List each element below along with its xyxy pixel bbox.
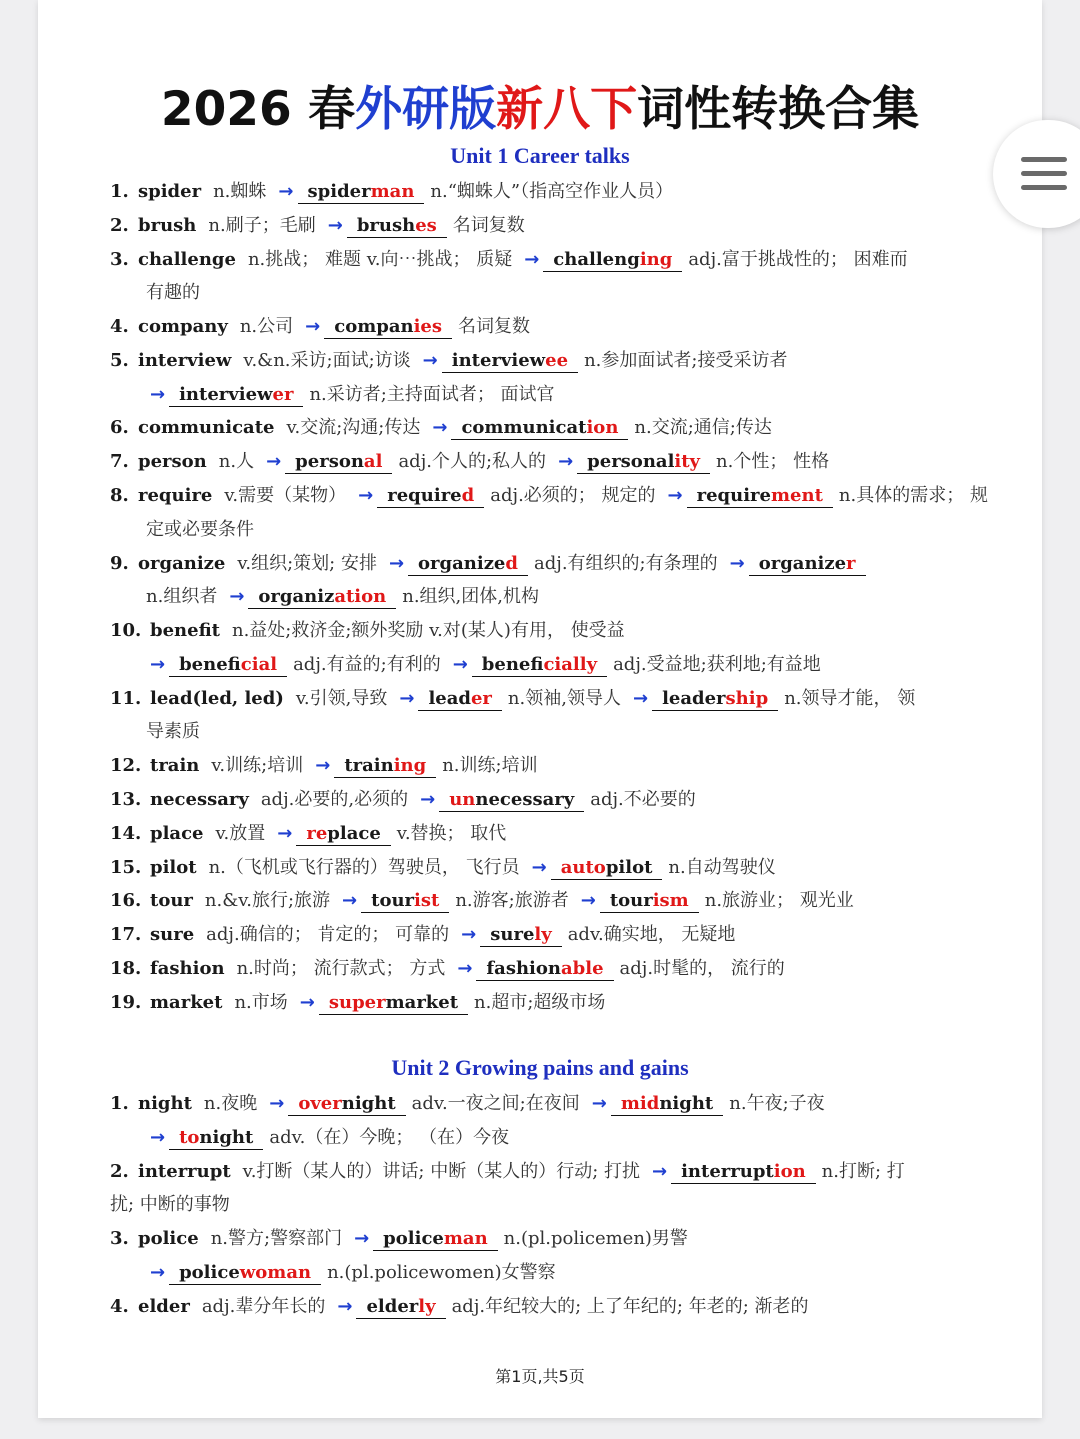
- list-item: [146, 719, 200, 745]
- answer-stem: train: [344, 755, 394, 777]
- answer-suffix: ion: [586, 417, 619, 439]
- meaning-text: 名词复数: [452, 214, 525, 236]
- title-part-2: 外研版: [355, 82, 497, 137]
- answer-blank: [687, 485, 833, 508]
- answer-blank: [288, 1093, 405, 1116]
- answer-stem: night: [341, 1093, 396, 1114]
- answer-stem: person: [295, 451, 364, 473]
- title-part-1: 2026 春: [160, 82, 356, 137]
- answer-blank: [408, 553, 528, 576]
- answer-suffix: woman: [239, 1261, 312, 1283]
- right-arrow-icon: →: [337, 1295, 353, 1317]
- head-word: benefit: [150, 620, 220, 642]
- meaning-text: n.(pl.policemen)男警: [503, 1228, 688, 1249]
- list-item: [110, 888, 862, 914]
- right-arrow-icon: →: [388, 552, 405, 574]
- item-number: 3.: [110, 248, 129, 270]
- meaning-text: n.交流;通信;传达: [634, 417, 772, 439]
- meaning-text: adj.有组织的;有条理的: [533, 552, 718, 574]
- meaning-text: n.挑战； 难题 v.向⋯挑战； 质疑: [247, 248, 513, 270]
- meaning-text: n.打断; 打: [821, 1160, 905, 1182]
- meaning-text: n.市场: [234, 991, 288, 1013]
- answer-blank: [361, 890, 449, 913]
- meaning-text: n.组织,团体,机构: [402, 586, 539, 608]
- meaning-text: 名词复数: [458, 316, 531, 338]
- meaning-text: n.夜晚: [203, 1093, 258, 1114]
- answer-suffix: ee: [545, 349, 569, 371]
- answer-stem: place: [327, 822, 381, 844]
- head-word: lead(led, led): [150, 687, 284, 709]
- answer-blank: [442, 350, 578, 373]
- list-item: [110, 686, 923, 712]
- meaning-text: n.组织者: [146, 586, 218, 608]
- answer-suffix: ly: [534, 924, 552, 946]
- list-item: [110, 753, 546, 779]
- title-part-4: 词性转换合集: [637, 82, 920, 137]
- answer-stem: interrupt: [681, 1160, 774, 1182]
- answer-blank: [611, 1093, 723, 1116]
- right-arrow-icon: →: [420, 789, 436, 811]
- item-number: 12.: [110, 755, 142, 777]
- meaning-text: n.“蜘蛛人”（指高空作业人员）: [430, 181, 674, 202]
- meaning-text: n.&v.旅行;旅游: [204, 890, 331, 912]
- right-arrow-icon: →: [632, 687, 649, 709]
- answer-blank: [439, 789, 584, 812]
- answer-blank: [377, 485, 484, 508]
- list-item: [110, 1192, 230, 1218]
- right-arrow-icon: →: [358, 485, 374, 507]
- answer-stem: interview: [451, 349, 546, 371]
- meaning-text: adv.（在）今晚； （在）今夜: [269, 1126, 510, 1148]
- right-arrow-icon: →: [452, 653, 468, 675]
- meaning-text: v.交流;沟通;传达: [286, 417, 421, 439]
- head-word: police: [138, 1228, 199, 1249]
- right-arrow-icon: →: [269, 1093, 285, 1114]
- list-item: [110, 179, 681, 205]
- answer-stem: communicat: [461, 417, 587, 439]
- list-item: [110, 855, 784, 881]
- head-word: interrupt: [138, 1160, 231, 1182]
- meaning-text: n.个性； 性格: [716, 451, 830, 473]
- unit-1-heading: Unit 1 Career talks: [450, 143, 630, 168]
- document-page: [38, 0, 1042, 1418]
- item-number: 19.: [110, 991, 142, 1013]
- list-item: [110, 213, 533, 239]
- meaning-text: adj.个人的;私人的: [398, 451, 547, 473]
- answer-blank: [373, 1228, 497, 1251]
- answer-stem: organize: [758, 552, 847, 574]
- head-word: interview: [138, 349, 232, 371]
- item-number: 6.: [110, 417, 129, 439]
- right-arrow-icon: →: [315, 755, 331, 777]
- answer-suffix: ship: [725, 687, 769, 709]
- list-item: [110, 1091, 833, 1117]
- answer-stem: organize: [418, 552, 506, 574]
- list-item: [110, 1159, 913, 1185]
- item-number: 9.: [110, 552, 129, 574]
- answer-suffix: ing: [393, 755, 427, 777]
- answer-blank: [334, 755, 436, 778]
- item-number: 4.: [110, 316, 129, 338]
- right-arrow-icon: →: [399, 687, 415, 709]
- answer-prefix: un: [449, 789, 476, 811]
- answer-blank: [324, 316, 452, 339]
- right-arrow-icon: →: [266, 451, 282, 473]
- item-number: 16.: [110, 890, 142, 912]
- answer-blank: [296, 823, 390, 846]
- answer-prefix: mid: [620, 1093, 660, 1114]
- meaning-text: n.旅游业； 观光业: [704, 890, 854, 912]
- meaning-text: n.公司: [239, 316, 294, 338]
- page-title: [38, 72, 1042, 139]
- answer-suffix: ism: [652, 890, 689, 912]
- answer-suffix: es: [415, 214, 437, 236]
- answer-stem: fashion: [486, 957, 561, 979]
- answer-stem: benefi: [179, 653, 241, 675]
- answer-suffix: man: [443, 1228, 488, 1249]
- answer-prefix: super: [328, 991, 386, 1013]
- right-arrow-icon: →: [150, 1261, 166, 1283]
- answer-stem: police: [179, 1261, 240, 1283]
- meaning-text: n.采访者;主持面试者； 面试官: [309, 383, 555, 405]
- list-item: [146, 584, 547, 610]
- list-item: [110, 787, 704, 813]
- item-number: 8.: [110, 485, 129, 507]
- answer-prefix: re: [306, 822, 328, 844]
- right-arrow-icon: →: [524, 248, 540, 270]
- head-word: communicate: [138, 417, 275, 439]
- meaning-text: v.&n.采访;面试;访谈: [243, 349, 411, 371]
- item-number: 5.: [110, 349, 129, 371]
- item-number: 10.: [110, 620, 142, 642]
- answer-suffix: man: [370, 181, 415, 202]
- head-word: tour: [150, 890, 193, 912]
- meaning-text: n.具体的需求； 规: [838, 485, 988, 507]
- item-number: 2.: [110, 1160, 129, 1182]
- list-item: [146, 280, 200, 306]
- answer-suffix: able: [560, 957, 604, 979]
- item-number: 2.: [110, 214, 129, 236]
- list-item: [110, 551, 872, 577]
- continuation-text: 定或必要条件: [146, 518, 254, 540]
- meaning-text: n.人: [218, 451, 255, 473]
- meaning-text: v.引领,导致: [295, 687, 388, 709]
- answer-suffix: ation: [334, 586, 387, 608]
- answer-stem: brush: [356, 214, 416, 236]
- answer-prefix: to: [179, 1126, 200, 1148]
- meaning-text: v.组织;策划; 安排: [237, 552, 377, 574]
- list-item: [146, 382, 563, 408]
- item-number: 13.: [110, 789, 142, 811]
- answer-stem: pilot: [605, 856, 653, 878]
- right-arrow-icon: →: [558, 451, 574, 473]
- answer-blank: [356, 1296, 445, 1319]
- answer-suffix: er: [272, 383, 294, 405]
- item-number: 1.: [110, 181, 129, 202]
- answer-stem: compan: [334, 316, 414, 338]
- answer-stem: tour: [371, 890, 415, 912]
- meaning-text: v.训练;培训: [211, 755, 304, 777]
- answer-stem: lead: [428, 687, 471, 709]
- head-word: elder: [138, 1295, 190, 1317]
- right-arrow-icon: →: [591, 1093, 607, 1114]
- answer-stem: night: [199, 1126, 254, 1148]
- right-arrow-icon: →: [531, 856, 547, 878]
- answer-suffix: ies: [413, 316, 443, 338]
- answer-suffix: al: [363, 451, 383, 473]
- item-number: 15.: [110, 856, 142, 878]
- list-item: [110, 618, 633, 644]
- right-arrow-icon: →: [432, 417, 448, 439]
- head-word: fashion: [150, 957, 225, 979]
- list-item: [110, 415, 780, 441]
- head-word: brush: [138, 214, 197, 236]
- right-arrow-icon: →: [422, 349, 438, 371]
- head-word: require: [138, 485, 213, 507]
- answer-stem: benefi: [481, 653, 544, 675]
- right-arrow-icon: →: [457, 957, 473, 979]
- list-item: [110, 314, 538, 340]
- answer-suffix: cially: [543, 653, 598, 675]
- page-number: 第1页,共5页: [495, 1367, 585, 1386]
- answer-blank: [248, 586, 396, 609]
- head-word: night: [138, 1093, 192, 1114]
- answer-blank: [551, 857, 663, 880]
- answer-blank: [319, 992, 468, 1015]
- list-item: [110, 1294, 817, 1320]
- unit-2-heading: Unit 2 Growing pains and gains: [391, 1055, 689, 1080]
- right-arrow-icon: →: [327, 214, 343, 236]
- meaning-text: n.训练;培训: [442, 755, 538, 777]
- meaning-text: n.游客;旅游者: [455, 890, 569, 912]
- answer-stem: necessary: [475, 789, 575, 811]
- list-item: [110, 990, 613, 1016]
- list-item: [110, 348, 795, 374]
- answer-blank: [577, 451, 710, 474]
- meaning-text: n.警方;警察部门: [210, 1228, 343, 1249]
- list-item: [110, 449, 837, 475]
- item-number: 14.: [110, 822, 142, 844]
- answer-blank: [543, 249, 682, 272]
- answer-stem: challeng: [553, 248, 640, 270]
- answer-suffix: er: [470, 687, 492, 709]
- list-item: [110, 956, 793, 982]
- meaning-text: adj.时髦的， 流行的: [619, 957, 785, 979]
- answer-blank: [472, 654, 607, 677]
- meaning-text: v.打断（某人的）讲话; 中断（某人的）行动; 打扰: [242, 1160, 640, 1182]
- answer-stem: elder: [366, 1295, 419, 1317]
- answer-suffix: ly: [418, 1295, 436, 1317]
- answer-stem: personal: [587, 451, 675, 473]
- right-arrow-icon: →: [150, 1126, 166, 1148]
- answer-blank: [418, 688, 501, 711]
- item-number: 7.: [110, 451, 129, 473]
- right-arrow-icon: →: [150, 383, 166, 405]
- answer-stem: leader: [662, 687, 726, 709]
- meaning-text: n.时尚； 流行款式； 方式: [236, 957, 446, 979]
- answer-blank: [652, 688, 778, 711]
- answer-suffix: cial: [240, 653, 278, 675]
- list-item: [110, 821, 514, 847]
- list-item: [110, 922, 743, 948]
- item-number: 17.: [110, 924, 142, 946]
- list-item: [110, 247, 916, 273]
- head-word: company: [138, 316, 228, 338]
- answer-blank: [169, 1262, 321, 1285]
- answer-stem: require: [696, 485, 771, 507]
- answer-suffix: ist: [414, 890, 440, 912]
- right-arrow-icon: →: [342, 890, 358, 912]
- answer-blank: [298, 181, 425, 204]
- answer-blank: [749, 553, 866, 576]
- meaning-text: v.需要（某物）: [224, 485, 347, 507]
- answer-blank: [476, 958, 613, 981]
- right-arrow-icon: →: [461, 924, 477, 946]
- answer-stem: tour: [609, 890, 653, 912]
- answer-stem: police: [383, 1228, 444, 1249]
- right-arrow-icon: →: [150, 653, 166, 675]
- meaning-text: n.(pl.policewomen)女警察: [327, 1261, 556, 1283]
- title-part-3: 新八下: [496, 82, 638, 137]
- right-arrow-icon: →: [354, 1228, 370, 1249]
- item-number: 4.: [110, 1295, 129, 1317]
- answer-prefix: auto: [560, 856, 606, 878]
- meaning-text: adj.不必要的: [590, 789, 696, 811]
- answer-blank: [169, 654, 287, 677]
- answer-suffix: ment: [771, 485, 823, 507]
- right-arrow-icon: →: [667, 485, 683, 507]
- right-arrow-icon: →: [277, 822, 293, 844]
- answer-blank: [451, 417, 628, 440]
- meaning-text: adv.一夜之间;在夜间: [411, 1093, 580, 1114]
- meaning-text: n.（飞机或飞行器的）驾驶员， 飞行员: [208, 856, 520, 878]
- right-arrow-icon: →: [580, 890, 596, 912]
- list-item: [146, 1125, 517, 1151]
- head-word: train: [150, 755, 200, 777]
- head-word: sure: [150, 924, 195, 946]
- meaning-text: v.放置: [215, 822, 266, 844]
- answer-suffix: ing: [639, 248, 673, 270]
- head-word: person: [138, 451, 207, 473]
- meaning-text: adj.必要的,必须的: [260, 789, 409, 811]
- answer-blank: [480, 924, 561, 947]
- meaning-text: adj.受益地;获利地;有益地: [613, 653, 821, 675]
- meaning-text: adj.年纪较大的; 上了年纪的; 年老的; 渐老的: [451, 1295, 809, 1317]
- answer-blank: [285, 451, 392, 474]
- head-word: spider: [138, 181, 202, 202]
- meaning-text: adj.确信的； 肯定的； 可靠的: [206, 924, 450, 946]
- answer-stem: require: [387, 485, 462, 507]
- answer-stem: market: [385, 991, 459, 1013]
- list-item: [146, 1260, 564, 1286]
- answer-blank: [347, 215, 447, 238]
- meaning-text: adj.辈分年长的: [201, 1295, 326, 1317]
- meaning-text: n.自动驾驶仪: [668, 856, 776, 878]
- list-item: [110, 1226, 696, 1252]
- answer-blank: [600, 890, 699, 913]
- meaning-text: adv.确实地， 无疑地: [567, 924, 736, 946]
- item-number: 11.: [110, 687, 142, 709]
- answer-suffix: d: [505, 552, 518, 574]
- meaning-text: n.刷子；毛刷: [208, 214, 316, 236]
- meaning-text: n.午夜;子夜: [729, 1093, 825, 1114]
- answer-prefix: over: [298, 1093, 342, 1114]
- answer-blank: [169, 384, 303, 407]
- continuation-text: 导素质: [146, 721, 200, 743]
- right-arrow-icon: →: [651, 1160, 668, 1182]
- meaning-text: n.领袖,领导人: [507, 687, 621, 709]
- item-number: 3.: [110, 1228, 129, 1249]
- right-arrow-icon: →: [305, 316, 321, 338]
- head-word: pilot: [150, 856, 197, 878]
- item-number: 18.: [110, 957, 142, 979]
- list-item: [110, 483, 996, 509]
- answer-suffix: r: [846, 552, 856, 574]
- continuation-text: 扰; 中断的事物: [110, 1194, 230, 1216]
- answer-stem: organiz: [258, 586, 335, 608]
- answer-stem: interview: [179, 383, 273, 405]
- item-number: 1.: [110, 1093, 129, 1114]
- meaning-text: v.替换； 取代: [396, 822, 507, 844]
- answer-suffix: ion: [773, 1160, 806, 1182]
- answer-blank: [671, 1161, 816, 1184]
- answer-blank: [169, 1127, 263, 1150]
- answer-suffix: d: [461, 485, 475, 507]
- meaning-text: adj.必须的； 规定的: [490, 485, 656, 507]
- meaning-text: adj.有益的;有利的: [293, 653, 441, 675]
- right-arrow-icon: →: [278, 181, 294, 202]
- right-arrow-icon: →: [729, 552, 745, 574]
- answer-suffix: ity: [674, 451, 701, 473]
- meaning-text: adj.富于挑战性的； 困难而: [688, 248, 908, 270]
- continuation-text: 有趣的: [146, 282, 200, 304]
- answer-stem: sure: [490, 924, 535, 946]
- head-word: necessary: [150, 789, 249, 811]
- right-arrow-icon: →: [229, 586, 245, 608]
- list-item: [146, 517, 254, 543]
- meaning-text: n.益处;救济金;额外奖励 v.对(某人)有用， 使受益: [231, 620, 625, 642]
- head-word: market: [150, 991, 223, 1013]
- head-word: challenge: [138, 248, 236, 270]
- meaning-text: n.领导才能， 领: [784, 687, 916, 709]
- meaning-text: n.蜘蛛: [213, 181, 267, 202]
- list-item: [146, 652, 829, 678]
- head-word: organize: [138, 552, 226, 574]
- head-word: place: [150, 822, 204, 844]
- meaning-text: n.参加面试者;接受采访者: [584, 349, 788, 371]
- answer-stem: night: [659, 1093, 714, 1114]
- right-arrow-icon: →: [299, 991, 315, 1013]
- meaning-text: n.超市;超级市场: [474, 991, 606, 1013]
- answer-stem: spider: [307, 181, 371, 202]
